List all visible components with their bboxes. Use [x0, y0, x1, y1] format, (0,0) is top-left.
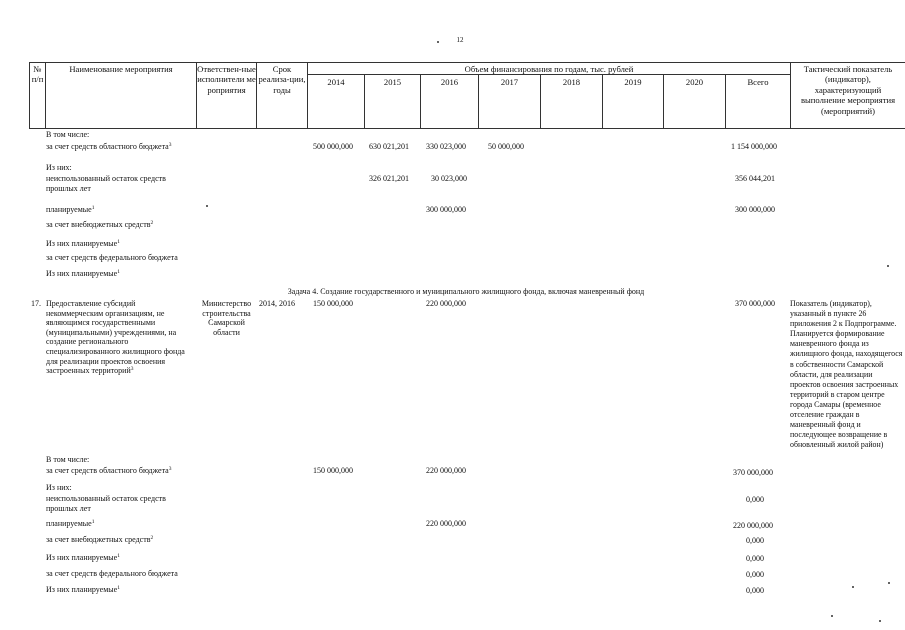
row17-2016: 220 000,000: [426, 299, 466, 308]
block2-planned-label: планируемые$^1$: [46, 519, 95, 528]
block2-planned-total: 220 000,000: [733, 521, 773, 530]
block1-regional-2016: 330 023,000: [426, 142, 466, 151]
header-term: Срок реализа-ции, годы: [258, 64, 306, 95]
row17-indicator: Показатель (индикатор), указанный в пункте 26 приложения 2 к Подпрограмме. Планируется формирование маневренного фонда из жилищного фонда, находящегося в собственности Самарской области, для реализации проектов освоения застроенных территорий в старом центре города Самары (временное отселение граждан в маневренный фонд и последующее возвращение в обновленный жилой район): [790, 299, 903, 450]
header-year-2019: 2019: [624, 77, 642, 87]
block2-regional-total: 370 000,000: [733, 468, 773, 477]
header-year-2020: 2020: [685, 77, 704, 87]
col-border-12: [790, 62, 791, 129]
block1-extra-label: за счет внебюджетных средств$^2$: [46, 220, 154, 229]
block1-unused-label: неиспользованный остаток средств прошлых лет: [46, 174, 166, 193]
scan-speck: [887, 265, 889, 267]
row17-num: 17.: [31, 299, 41, 308]
block2-incl-label: В том числе:: [46, 455, 90, 464]
header-indicator: Тактический показатель (индикатор), характеризующий выполнение мероприятия (мероприятий): [800, 64, 896, 116]
block2-extra-planned-label: Из них планируемые$^1$: [46, 553, 120, 562]
header-year-2014: 2014: [327, 77, 345, 87]
block1-regional-2014: 500 000,000: [313, 142, 353, 151]
header-funding: Объем финансирования по годам, тыс. рублей: [464, 64, 634, 74]
block2-planned-2016: 220 000,000: [426, 519, 466, 528]
block1-unused-total: 356 044,201: [735, 174, 775, 183]
task4-heading: Задача 4. Создание государственного и муниципального жилищного фонда, включая маневренный фонд: [287, 287, 645, 296]
block2-unused-total: 0,000: [746, 495, 764, 504]
header-year-2018: 2018: [562, 77, 581, 87]
header-bottom-border: [29, 128, 905, 129]
block1-planned-total: 300 000,000: [735, 205, 775, 214]
header-name: Наименование мероприятия: [69, 64, 173, 74]
row17-total: 370 000,000: [735, 299, 775, 308]
header-total: Всего: [747, 77, 769, 87]
row17-term: 2014, 2016: [259, 299, 295, 308]
scan-speck: [206, 205, 208, 207]
row17-responsible: Министерство строительства Самарской области: [201, 299, 252, 337]
block2-extra-total: 0,000: [746, 536, 764, 545]
block1-regional-total: 1 154 000,000: [731, 142, 777, 151]
header-year-2015: 2015: [383, 77, 402, 87]
block1-unused-2015: 326 021,201: [369, 174, 409, 183]
block1-regional-2017: 50 000,000: [488, 142, 524, 151]
block1-extra-planned-label: Из них планируемые$^1$: [46, 239, 120, 248]
scan-speck: [831, 615, 833, 617]
scan-speck: [437, 41, 439, 43]
block2-unused-label: неиспользованный остаток средств прошлых лет: [46, 494, 166, 513]
block2-regional-2014: 150 000,000: [313, 466, 353, 475]
block1-incl-label: В том числе:: [46, 130, 90, 139]
block2-federal-total: 0,000: [746, 570, 764, 579]
block2-federal-planned-total: 0,000: [746, 586, 764, 595]
header-year-2016: 2016: [440, 77, 459, 87]
block2-federal-label: за счет средств федерального бюджета: [46, 569, 178, 578]
block1-unused-2016: 30 023,000: [431, 174, 467, 183]
block2-extra-planned-total: 0,000: [746, 554, 764, 563]
header-num: № п/п: [31, 64, 44, 85]
scan-speck: [852, 586, 854, 588]
row17-name: Предоставление субсидий некоммерческим организациям, не являющимся государственными (муниципальными) учреждениями, на создание регионального специализированного жилищного фонда для реализации проектов освоения застроенных территорий$^3$: [46, 299, 185, 376]
block1-planned-2016: 300 000,000: [426, 205, 466, 214]
block1-of-them-label: Из них:: [46, 163, 72, 172]
block1-federal-label: за счет средств федерального бюджета: [46, 253, 178, 262]
scan-speck: [879, 620, 881, 622]
scan-speck: [888, 582, 890, 584]
page-number: 12: [456, 36, 464, 44]
block2-extra-label: за счет внебюджетных средств$^2$: [46, 535, 154, 544]
block2-of-them-label: Из них:: [46, 483, 72, 492]
block2-regional-2016: 220 000,000: [426, 466, 466, 475]
row17-2014: 150 000,000: [313, 299, 353, 308]
header-year-2017: 2017: [500, 77, 519, 87]
header-responsible: Ответствен-ные исполнители мероприятия: [197, 64, 256, 95]
block1-planned-label: планируемые$^1$: [46, 205, 95, 214]
block1-federal-planned-label: Из них планируемые$^1$: [46, 269, 120, 278]
block2-regional-label: за счет средств областного бюджета$^3$: [46, 466, 172, 475]
block1-regional-2015: 630 021,201: [369, 142, 409, 151]
table-top-border: [29, 62, 905, 63]
block1-regional-label: за счет средств областного бюджета$^3$: [46, 142, 172, 151]
block2-federal-planned-label: Из них планируемые$^1$: [46, 585, 120, 594]
